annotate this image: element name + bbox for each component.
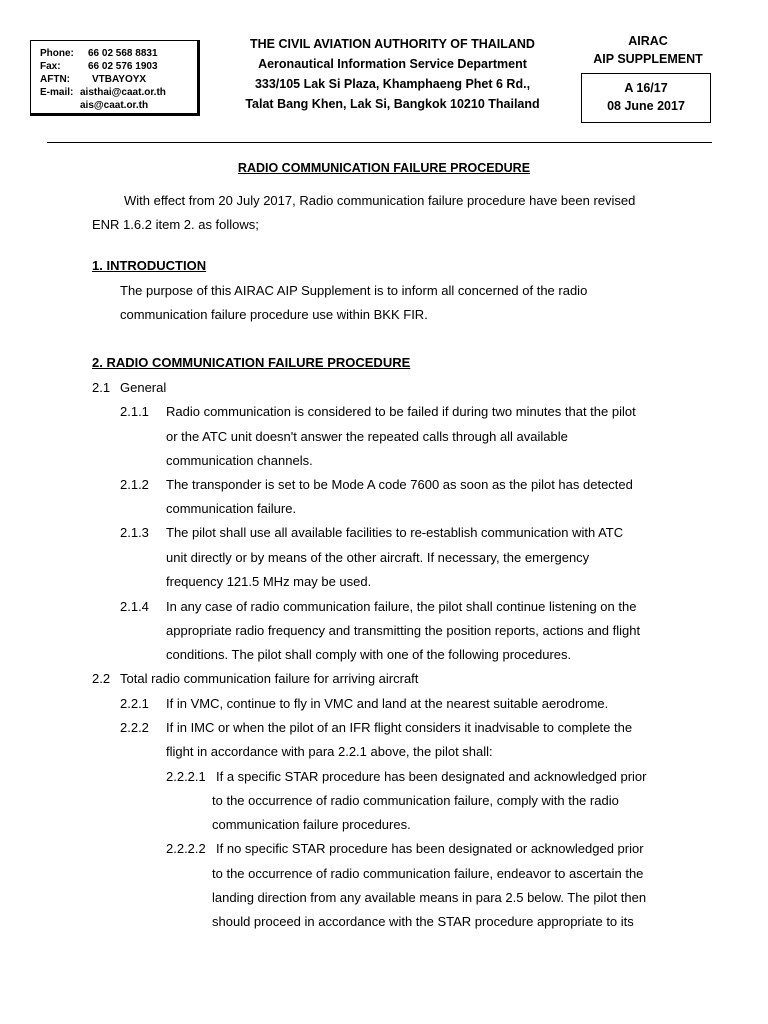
- item-2-1-4-line-2: appropriate radio frequency and transmitting the position reports, actions and flight: [166, 623, 641, 638]
- item-2-2-2-2-line-1: If no specific STAR procedure has been designated or acknowledged prior: [216, 841, 644, 856]
- fax-value: 66 02 576 1903: [88, 61, 158, 72]
- item-2-1-2-number: 2.1.2: [120, 477, 149, 492]
- item-2-2-2-number: 2.2.2: [120, 720, 149, 735]
- email-value-1: aisthai@caat.or.th: [80, 87, 166, 98]
- address-line-1: 333/105 Lak Si Plaza, Khamphaeng Phet 6 Rd.,: [254, 77, 531, 91]
- aftn-value: VTBAYOYX: [92, 74, 147, 85]
- item-2-2-2-1-line-3: communication failure procedures.: [212, 817, 411, 832]
- section-1-line-2: communication failure procedure use within BKK FIR.: [120, 307, 428, 322]
- item-2-1-title: General: [120, 380, 167, 395]
- item-2-1-3-line-2: unit directly or by means of the other aircraft. If necessary, the emergency: [166, 550, 590, 565]
- contact-box: [30, 40, 200, 116]
- item-2-1-4-number: 2.1.4: [120, 599, 149, 614]
- supplement-ref-box: [581, 73, 711, 123]
- authority-header: [215, 34, 570, 114]
- item-2-2-number: 2.2: [92, 671, 111, 686]
- item-2-1-1-line-2: or the ATC unit doesn't answer the repeated calls through all available: [166, 429, 568, 444]
- item-2-2-2-1-line-2: to the occurrence of radio communication failure, comply with the radio: [212, 793, 619, 808]
- phone-label: Phone:: [40, 48, 74, 59]
- email-label: E-mail:: [40, 87, 74, 98]
- address-line-2: Talat Bang Khen, Lak Si, Bangkok 10210 Thailand: [245, 97, 540, 111]
- aip-supplement-label: AIP SUPPLEMENT: [593, 52, 703, 66]
- item-2-2-2-2-line-3: landing direction from any available means in para 2.5 below. The pilot then: [212, 890, 647, 905]
- item-2-1-2-line-2: communication failure.: [166, 501, 297, 516]
- item-2-1-4-line-1: In any case of radio communication failure, the pilot shall continue listening on the: [166, 599, 637, 614]
- airac-title: [578, 32, 718, 68]
- item-2-1-3-line-1: The pilot shall use all available facilities to re-establish communication with ATC: [166, 525, 624, 540]
- section-2-heading: 2. RADIO COMMUNICATION FAILURE PROCEDURE: [92, 355, 411, 370]
- item-2-2-1-number: 2.2.1: [120, 696, 149, 711]
- item-2-1-2-line-1: The transponder is set to be Mode A code 7600 as soon as the pilot has detected: [166, 477, 633, 492]
- item-2-2-2-2-line-2: to the occurrence of radio communication failure, endeavor to ascertain the: [212, 866, 644, 881]
- item-2-2-title: Total radio communication failure for arriving aircraft: [120, 671, 419, 686]
- item-2-1-4-line-3: conditions. The pilot shall comply with one of the following procedures.: [166, 647, 572, 662]
- fax-label: Fax:: [40, 61, 61, 72]
- item-2-2-2-2-line-4: should proceed in accordance with the STAR procedure appropriate to its: [212, 914, 634, 929]
- document-title: RADIO COMMUNICATION FAILURE PROCEDURE: [237, 161, 531, 175]
- item-2-1-number: 2.1: [92, 380, 111, 395]
- supplement-date: 08 June 2017: [607, 99, 685, 113]
- section-1-heading: 1. INTRODUCTION: [92, 258, 207, 273]
- item-2-1-3-line-3: frequency 121.5 MHz may be used.: [166, 574, 372, 589]
- item-2-2-2-2-number: 2.2.2.2: [166, 841, 206, 856]
- item-2-1-1-line-1: Radio communication is considered to be failed if during two minutes that the pilot: [166, 404, 636, 419]
- supplement-number: A 16/17: [624, 81, 668, 95]
- item-2-2-2-line-2: flight in accordance with para 2.2.1 above, the pilot shall:: [166, 744, 493, 759]
- header-divider: [47, 142, 712, 143]
- email-value-2: ais@caat.or.th: [80, 100, 149, 111]
- section-1-line-1: The purpose of this AIRAC AIP Supplement is to inform all concerned of the radio: [120, 283, 588, 298]
- item-2-1-3-number: 2.1.3: [120, 525, 149, 540]
- phone-value: 66 02 568 8831: [88, 48, 158, 59]
- airac-label: AIRAC: [628, 34, 668, 48]
- intro-line-1: With effect from 20 July 2017, Radio communication failure procedure have been revised: [124, 193, 636, 208]
- intro-line-2: ENR 1.6.2 item 2. as follows;: [92, 217, 259, 232]
- aftn-label: AFTN:: [40, 74, 70, 85]
- item-2-2-2-1-line-1: If a specific STAR procedure has been designated and acknowledged prior: [216, 769, 647, 784]
- item-2-2-2-line-1: If in IMC or when the pilot of an IFR flight considers it inadvisable to complete the: [166, 720, 633, 735]
- org-name: THE CIVIL AVIATION AUTHORITY OF THAILAND: [250, 37, 535, 51]
- department-name: Aeronautical Information Service Department: [258, 57, 527, 71]
- item-2-1-1-number: 2.1.1: [120, 404, 149, 419]
- item-2-2-2-1-number: 2.2.2.1: [166, 769, 206, 784]
- item-2-2-1-line-1: If in VMC, continue to fly in VMC and land at the nearest suitable aerodrome.: [166, 696, 609, 711]
- item-2-1-1-line-3: communication channels.: [166, 453, 313, 468]
